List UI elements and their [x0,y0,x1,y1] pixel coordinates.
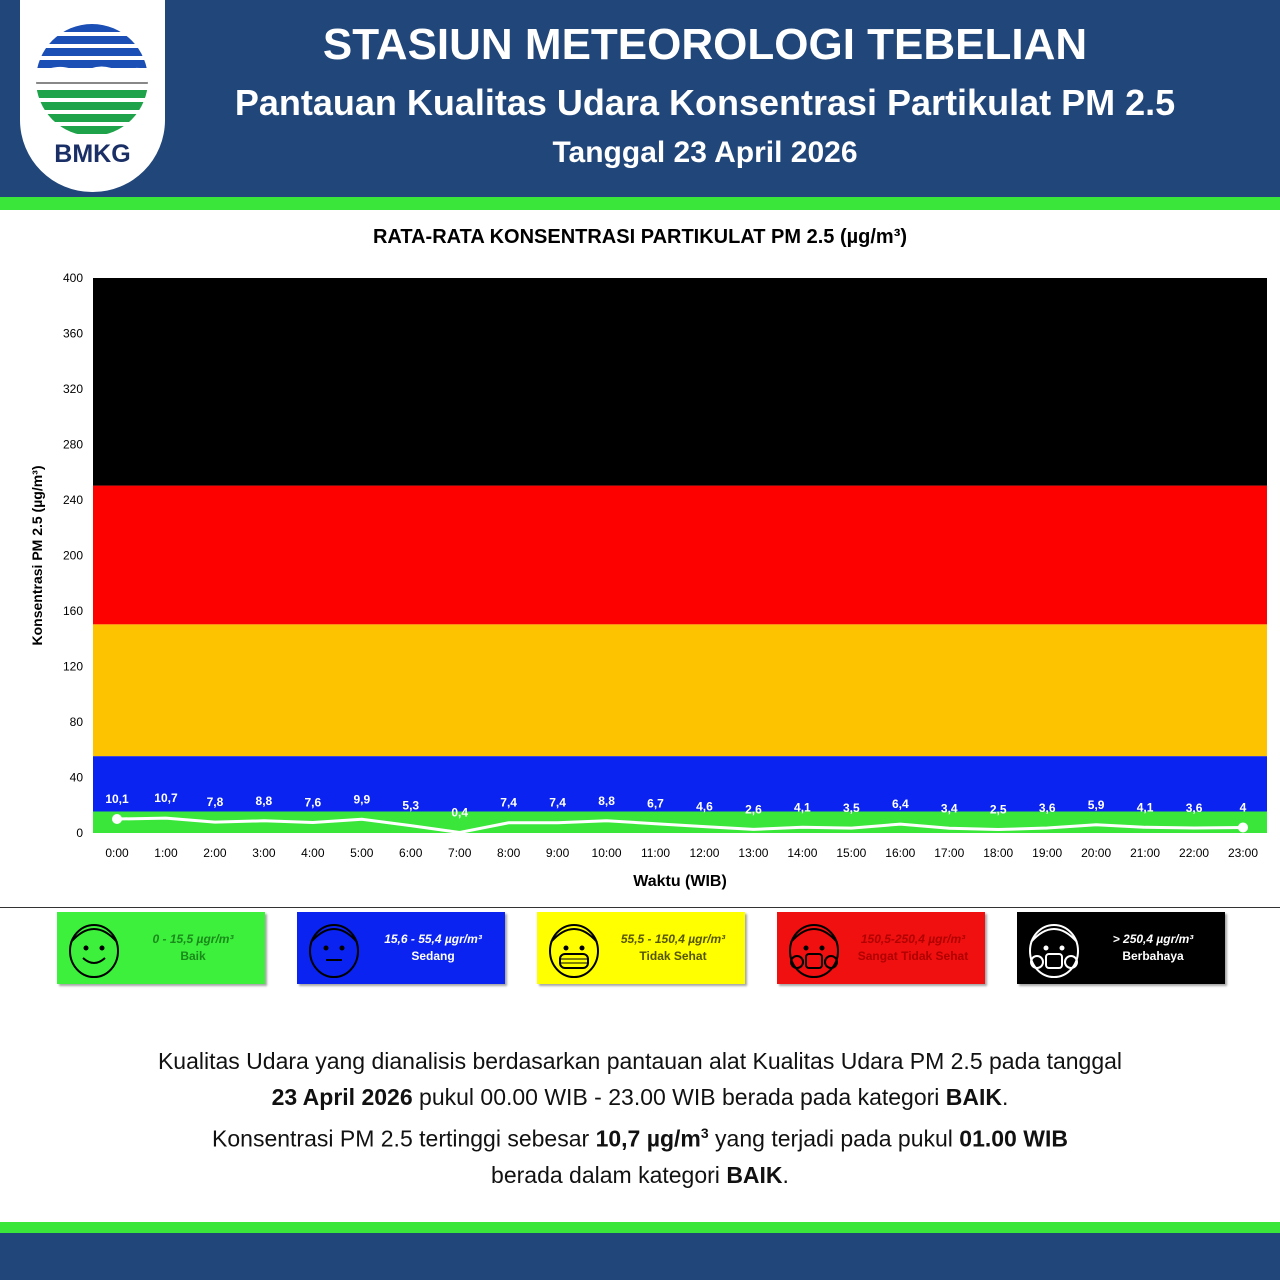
legend-category: Sedang [411,949,455,963]
legend-item [1017,912,1225,984]
y-tick-label: 280 [62,437,83,452]
summary-max-time: 01.00 WIB [959,1125,1068,1152]
y-tick-label: 240 [62,493,83,507]
masked-face-icon [543,918,605,980]
legend-item [777,912,985,984]
summary-line-2: pukul 00.00 WIB - 23.00 WIB berada pada kategori [412,1084,946,1110]
respirator-face-icon [783,918,845,980]
data-label: 5,9 [1087,797,1105,812]
data-label: 7,6 [304,795,322,810]
category-band-3 [93,486,1267,625]
summary-max-value: 10,7 µg/m [595,1125,701,1152]
data-point [1238,822,1248,832]
x-tick-label: 15:00 [836,846,867,860]
y-tick-label: 200 [62,548,83,563]
x-tick-label: 22:00 [1179,846,1210,860]
summary-end: . [782,1161,789,1188]
legend-category: Berbahaya [1122,949,1184,963]
chart-title: RATA-RATA KONSENTRASI PARTIKULAT PM 2.5 (µg/m³) [372,226,908,248]
x-tick-label: 6:00 [399,846,423,860]
footer-accent-bar [0,1222,1280,1233]
data-label: 8,8 [598,793,615,808]
data-label: 0,4 [451,805,469,820]
x-tick-label: 18:00 [983,846,1014,860]
y-tick-label: 80 [69,715,83,729]
x-tick-label: 19:00 [1032,846,1063,860]
legend-range: 0 - 15,5 µgr/m³ [152,932,234,946]
x-tick-label: 0:00 [105,846,129,860]
x-tick-label: 16:00 [885,846,916,860]
data-label: 4,1 [794,800,811,815]
data-label: 4,6 [696,799,713,814]
x-tick-label: 9:00 [545,846,570,860]
y-tick-label: 320 [62,382,83,396]
data-label: 10,7 [154,791,178,806]
data-label: 3,5 [843,801,860,816]
data-label: 2,5 [989,802,1007,817]
y-tick-label: 360 [62,326,83,341]
x-tick-label: 20:00 [1081,846,1112,860]
x-tick-label: 11:00 [640,846,671,860]
y-tick-label: 160 [62,604,83,618]
legend-range: 15,6 - 55,4 µgr/m³ [384,932,482,946]
divider [0,907,1280,908]
header-banner [0,0,1280,197]
data-label: 10,1 [105,791,129,806]
data-label: 2,6 [745,802,762,817]
x-tick-label: 4:00 [301,846,325,860]
category-band-4 [93,278,1267,486]
data-label: 6,7 [647,796,664,811]
summary-max-category: BAIK [726,1161,783,1188]
smiling-face-icon [63,918,125,980]
data-label: 9,9 [353,792,371,807]
x-tick-label: 13:00 [738,846,769,860]
x-tick-label: 7:00 [448,846,472,860]
neutral-face-icon [303,918,365,980]
bmkg-logo [20,0,165,192]
summary-text [60,1043,1220,1193]
x-tick-label: 5:00 [350,846,374,860]
footer-banner [0,1233,1280,1280]
data-label: 3,4 [940,801,958,816]
legend-category: Tidak Sehat [639,949,707,963]
category-band-2 [93,624,1267,756]
legend-item [57,912,265,984]
bmkg-emblem-icon [20,0,165,140]
legend-range: 150,5-250,4 µgr/m³ [860,932,966,946]
x-tick-label: 17:00 [934,846,965,860]
legend-range: 55,5 - 150,4 µgr/m³ [620,932,726,946]
header-accent-bar [0,197,1280,210]
summary-period: . [1002,1084,1009,1110]
data-label: 3,6 [1038,801,1056,816]
y-axis-title: Konsentrasi PM 2.5 (µg/m³) [29,465,45,646]
data-label: 5,3 [402,798,420,813]
summary-unit-exponent: 3 [700,1125,709,1141]
logo-label: BMKG [54,140,131,168]
x-tick-label: 8:00 [496,846,521,860]
data-label: 4 [1239,800,1247,815]
report-date: Tanggal 23 April 2026 [552,136,858,169]
y-tick-label: 400 [62,271,83,285]
x-tick-label: 10:00 [591,846,622,860]
y-tick-label: 120 [62,659,83,674]
summary-line-1: Kualitas Udara yang dianalisis berdasarkan pantauan alat Kualitas Udara PM 2.5 pada tanggal [157,1048,1123,1074]
legend-item [537,912,745,984]
y-tick-label: 0 [76,826,83,840]
legend-category: Sangat Tidak Sehat [857,949,969,963]
x-tick-label: 12:00 [689,846,720,860]
report-subtitle: Pantauan Kualitas Udara Konsentrasi Partikulat PM 2.5 [234,82,1176,123]
pm25-chart [0,255,1280,900]
data-label: 6,4 [891,797,909,812]
x-tick-label: 14:00 [787,846,818,860]
summary-category: BAIK [945,1084,1003,1110]
x-tick-label: 3:00 [252,846,276,860]
station-title: STASIUN METEOROLOGI TEBELIAN [322,20,1088,69]
legend-range: > 250,4 µgr/m³ [1112,932,1194,946]
summary-line-4: berada dalam kategori [491,1161,727,1188]
x-tick-label: 1:00 [154,846,178,860]
data-label: 7,4 [500,795,517,810]
summary-line-3-mid: yang terjadi pada pukul [708,1125,960,1152]
data-label: 7,4 [549,795,566,810]
x-tick-label: 23:00 [1227,846,1259,860]
summary-line-3: Konsentrasi PM 2.5 tertinggi sebesar [212,1125,596,1152]
data-label: 8,8 [255,793,273,808]
x-tick-label: 2:00 [203,846,227,860]
data-label: 3,6 [1185,801,1203,816]
data-point [112,814,122,824]
y-tick-label: 40 [69,770,83,785]
data-label: 4,1 [1136,800,1154,815]
gas-mask-face-icon [1023,918,1085,980]
legend-category: Baik [180,949,206,963]
x-tick-label: 21:00 [1130,846,1161,860]
x-axis-title: Waktu (WIB) [633,873,727,890]
legend-item [297,912,505,984]
summary-date: 23 April 2026 [271,1084,413,1110]
data-label: 7,8 [206,795,224,810]
